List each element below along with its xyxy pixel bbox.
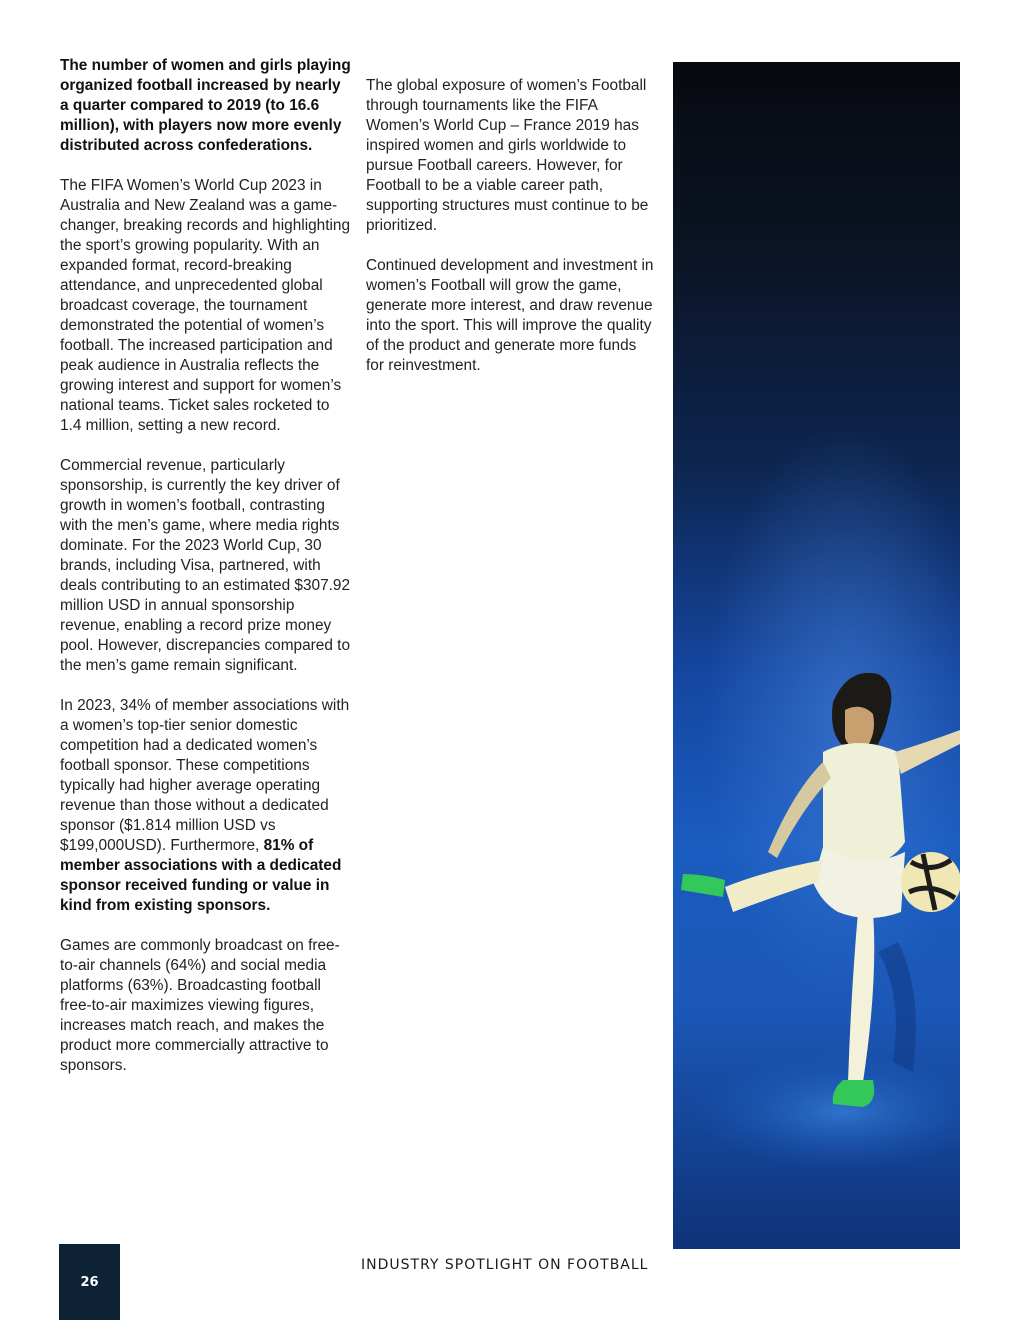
football-player-kicking-photo-icon: [673, 62, 960, 1249]
left-column: [60, 56, 352, 1096]
player-jersey: [823, 743, 905, 867]
football-player-photo: [673, 62, 960, 1249]
page-number: 26: [80, 1274, 99, 1290]
world-cup-paragraph: The FIFA Women’s World Cup 2023 in Australia and New Zealand was a game-changer, breaking records and highlighting the sport’s growing popularity. With an expanded format, record-breaking attendance, and unprecedented global broadcast coverage, the tournament demonstrated the potential of women’s football. The increased participation and peak audience in Australia reflects the growing interest and support for women’s national teams. Ticket sales rocketed to 1.4 million, setting a new record.: [60, 177, 351, 434]
player-boot-back: [681, 874, 725, 897]
player-leg-back: [725, 860, 823, 912]
player-arm-right: [895, 730, 960, 774]
investment-paragraph: Continued development and investment in women’s Football will grow the game, generate more interest, and draw revenue into the sport. This will improve the quality of the product and generate more funds for reinvestment.: [366, 257, 654, 374]
player-arm-left: [768, 762, 831, 858]
page-number-badge: [59, 1244, 120, 1320]
floor-glow: [693, 1052, 960, 1172]
footer-title: INDUSTRY SPOTLIGHT ON FOOTBALL: [361, 1257, 649, 1273]
sponsor-text: In 2023, 34% of member associations with a women’s top-tier senior domestic competition had a dedicated women’s football sponsor. These competitions typically had higher average operating revenue than those without a dedicated sponsor ($1.814 million USD vs $199,000USD). Furthermore,: [60, 697, 350, 854]
intro-bold-text: The number of women and girls playing organized football increased by nearly a quarter compared to 2019 (to 16.6 million), with players now more evenly distributed across confederations.: [60, 57, 351, 154]
global-exposure-paragraph: The global exposure of women’s Football through tournaments like the FIFA Women’s World Cup – France 2019 has inspired women and girls worldwide to pursue Football careers. However, for Football to be a viable career path, supporting structures must continue to be prioritized.: [366, 77, 649, 234]
sponsor-paragraph: [60, 696, 352, 916]
sponsor-bold-text: 81% of member associations with a dedicated sponsor received funding or value in kind from existing sponsors.: [60, 837, 342, 914]
intro-highlight: [60, 56, 352, 156]
commercial-revenue-paragraph: Commercial revenue, particularly sponsorship, is currently the key driver of growth in women’s football, contrasting with the men’s game, where media rights dominate. For the 2023 World Cup, 30 brands, including Visa, partnered, with deals contributing to an estimated $307.92 million USD in annual sponsorship revenue, enabling a record prize money pool. However, discrepancies compared to the men’s game remain significant.: [60, 457, 351, 674]
player-boot-standing: [833, 1080, 875, 1107]
broadcast-paragraph: Games are commonly broadcast on free-to-air channels (64%) and social media platforms (63%). Broadcasting football free-to-air maximizes viewing figures, increases match reach, and makes the product more commercially attractive to sponsors.: [60, 937, 340, 1074]
middle-column: [366, 76, 658, 396]
wall-shadow: [878, 942, 916, 1072]
